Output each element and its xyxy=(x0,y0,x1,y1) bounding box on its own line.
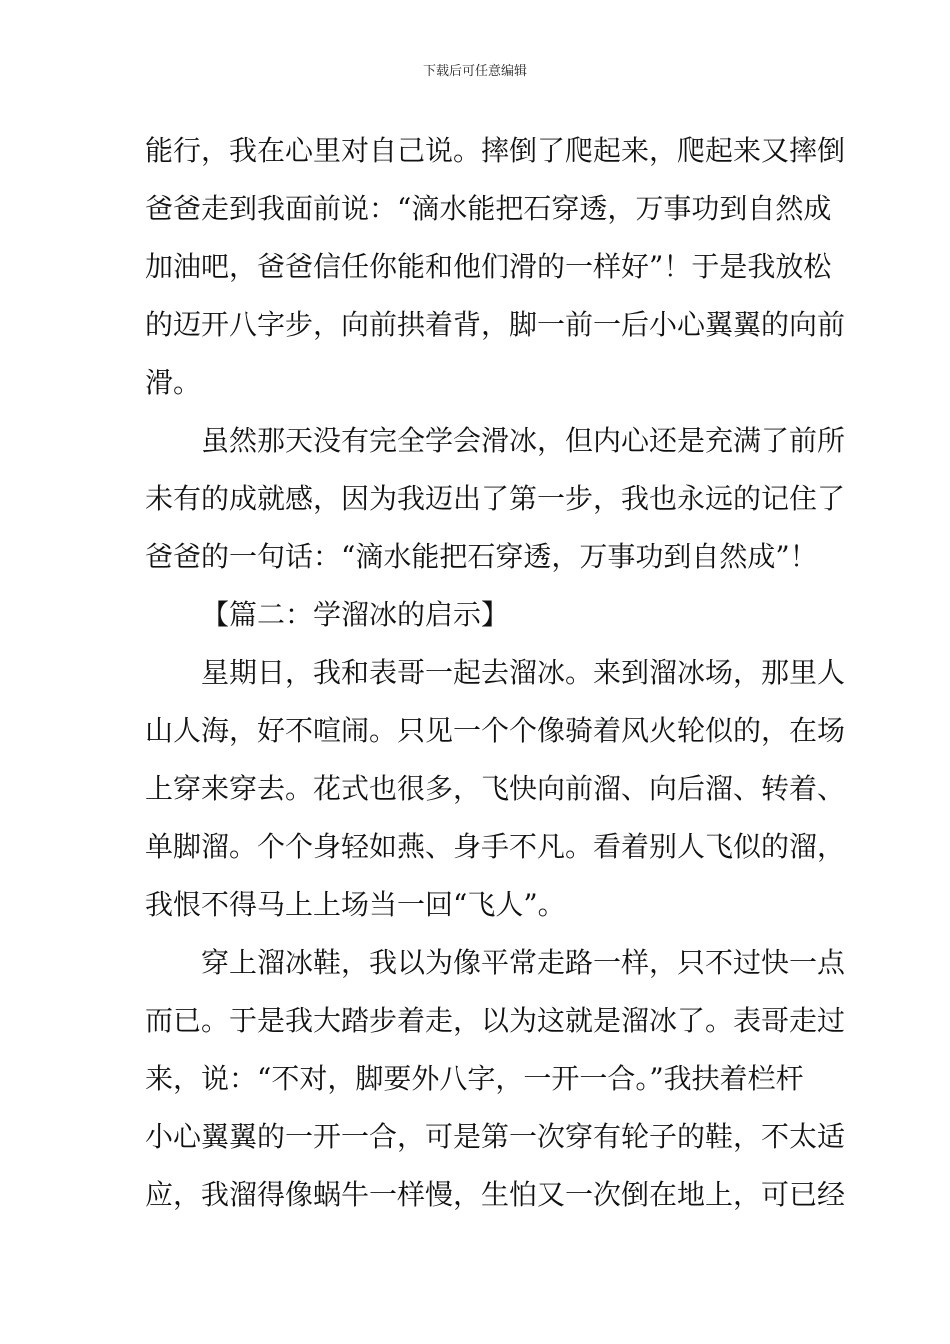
text-line: 加油吧，爸爸信任你能和他们滑的一样好”！于是我放松 xyxy=(145,250,832,283)
text-line: 爸爸走到我面前说：“滴水能把石穿透，万事功到自然成 xyxy=(145,192,832,225)
text-line: 虽然那天没有完全学会滑冰，但内心还是充满了前所 xyxy=(201,424,846,457)
text-line: 未有的成就感，因为我迈出了第一步，我也永远的记住了 xyxy=(145,482,846,515)
text-line: 来，说：“不对，脚要外八字，一开一合。”我扶着栏杆 xyxy=(145,1062,804,1095)
text-line: 爸爸的一句话：“滴水能把石穿透，万事功到自然成”！ xyxy=(145,540,818,573)
text-line: 山人海，好不喧闹。只见一个个像骑着风火轮似的，在场 xyxy=(145,714,846,747)
text-line: 能行，我在心里对自己说。摔倒了爬起来，爬起来又摔倒 xyxy=(145,134,846,167)
document-body xyxy=(145,122,846,1224)
text-line: 的迈开八字步，向前拱着背，脚一前一后小心翼翼的向前 xyxy=(145,308,846,341)
text-line: 穿上溜冰鞋，我以为像平常走路一样，只不过快一点 xyxy=(201,946,846,979)
text-line: 滑。 xyxy=(145,366,202,399)
text-line: 星期日，我和表哥一起去溜冰。来到溜冰场，那里人 xyxy=(201,656,846,689)
text-line: 而已。于是我大踏步着走，以为这就是溜冰了。表哥走过 xyxy=(145,1004,846,1037)
text-line: 上穿来穿去。花式也很多，飞快向前溜、向后溜、转着、 xyxy=(145,772,846,805)
text-line: 我恨不得马上上场当一回“飞人”。 xyxy=(145,888,566,921)
text-line: 小心翼翼的一开一合，可是第一次穿有轮子的鞋，不太适 xyxy=(145,1120,846,1153)
text-line: 【篇二：学溜冰的启示】 xyxy=(201,598,510,631)
text-line: 单脚溜。个个身轻如燕、身手不凡。看着别人飞似的溜， xyxy=(145,830,846,863)
page-header: 下载后可任意编辑 xyxy=(422,64,527,79)
text-line: 应，我溜得像蜗牛一样慢，生怕又一次倒在地上，可已经 xyxy=(145,1178,846,1211)
